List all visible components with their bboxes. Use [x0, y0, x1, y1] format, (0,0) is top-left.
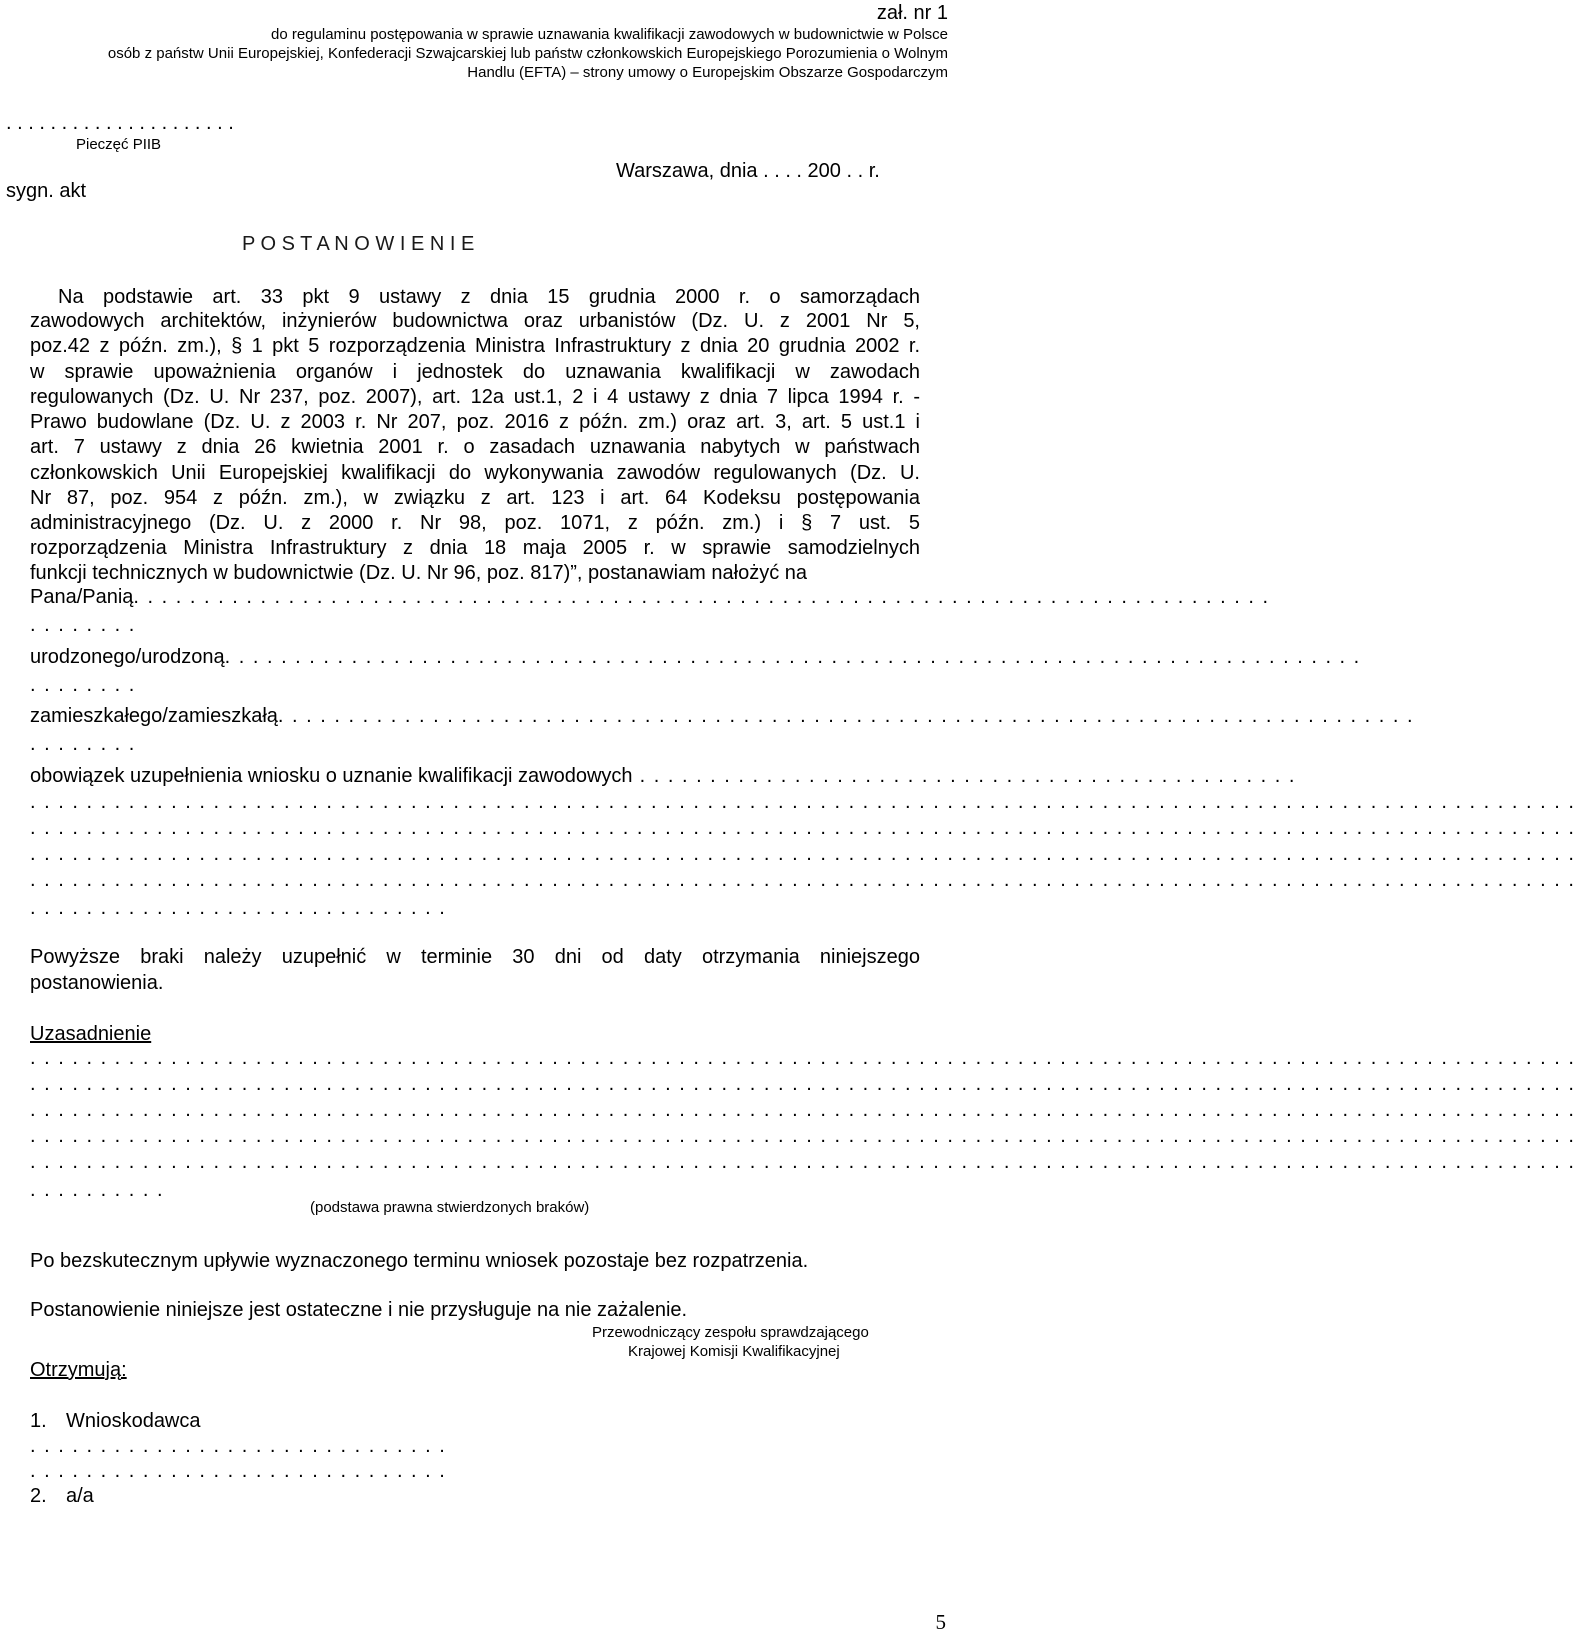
case-reference: sygn. akt: [6, 180, 87, 202]
legal-basis-line: w sprawie upoważnienia organów i jednostek do uznawania kwalifikacji w zawodach: [30, 361, 920, 383]
obligation-dots-line[interactable]: . . . . . . . . . . . . . . . . . . . . . . . . . . . . . . . . . . . . . . . . . . . . . . . . . . . . . . . . . . . . . . . . . . . . . . . . . . . . . . . . . . . . . . . . . . . . . . . . . . . . . . . . . . . . . .: [30, 791, 1575, 813]
page-number: 5: [935, 1610, 946, 1634]
addressee-field[interactable]: [30, 586, 1270, 609]
header-line-2: osób z państw Unii Europejskiej, Konfederacji Szwajcarskiej lub państw członkowskich Europejskiego Porozumienia o Wolnym: [107, 45, 948, 62]
signature-line-1: Przewodniczący zespołu sprawdzającego: [592, 1324, 869, 1341]
born-field[interactable]: [30, 646, 1361, 669]
legal-basis-line: administracyjnego (Dz. U. z 2000 r. Nr 98, poz. 1071, z późn. zm.) i § 7 ust. 5: [30, 512, 920, 534]
legal-basis-line: Na podstawie art. 33 pkt 9 ustawy z dnia 15 grudnia 2000 r. o samorządach: [58, 286, 920, 308]
obligation-dots-line[interactable]: . . . . . . . . . . . . . . . . . . . . . . . . . . . . . . . . . . . . . . . . . . . . . . . . . . . . . . . . . . . . . . . . . . . . . . . . . . . . . . . . . . . . . . . . . . . . . . . . . . . . . . . . . . . . . .: [30, 817, 1575, 839]
addressee-label: Pana/Panią: [30, 586, 134, 608]
document-title: P O S T A N O W I E N I E: [242, 233, 475, 255]
justification-dots-line[interactable]: . . . . . . . . . . . . . . . . . . . . . . . . . . . . . . . . . . . . . . . . . . . . . . . . . . . . . . . . . . . . . . . . . . . . . . . . . . . . . . . . . . . . . . . . . . . . . . . . . . . . . . . . . . . . . .: [30, 1073, 1575, 1095]
residing-continuation-dots[interactable]: . . . . . . . .: [30, 733, 136, 755]
justification-dots-short[interactable]: . . . . . . . . . .: [30, 1179, 165, 1201]
recipient-2-number: 2.: [30, 1485, 47, 1507]
residing-field[interactable]: [30, 705, 1415, 728]
legal-basis-line: członkowskich Unii Europejskiej kwalifikacji do wykonywania zawodów regulowanych (Dz. U.: [30, 462, 920, 484]
fill-dots: . . . . . . . . . . . . . . . . . . . . . . . . . . . . . . . . . . . . . . . . . . . . . . .: [632, 765, 1296, 787]
fill-dots: . . . . . . . . . . . . . . . . . . . . . . . . . . . . . . . . . . . . . . . . . . . . . . . . . . . . . . . . . . . . . . . . . . . . . . . . . . . . . . . . .: [277, 705, 1415, 727]
recipient-1-number: 1.: [30, 1410, 47, 1432]
recipient-dots[interactable]: . . . . . . . . . . . . . . . . . . . . . . . . . . . . . .: [30, 1460, 447, 1482]
header-line-3: Handlu (EFTA) – strony umowy o Europejskim Obszarze Gospodarczym: [467, 64, 948, 81]
stamp-label: Pieczęć PIIB: [76, 136, 162, 153]
finality-text: Postanowienie niniejsze jest ostateczne i nie przysługuje na nie zażalenie.: [30, 1299, 688, 1321]
recipient-dots[interactable]: . . . . . . . . . . . . . . . . . . . . . . . . . . . . . .: [30, 1435, 447, 1457]
fill-dots: . . . . . . . . . . . . . . . . . . . . . . . . . . . . . . . . . . . . . . . . . . . . . . . . . . . . . . . . . . . . . . . . . . . . . . . . . . . . . . . . .: [224, 646, 1361, 668]
legal-basis-line: Nr 87, poz. 954 z późn. zm.), w związku z art. 123 i art. 64 Kodeksu postępowania: [30, 487, 920, 509]
residing-label: zamieszkałego/zamieszkałą: [30, 705, 278, 727]
header-line-1: do regulaminu postępowania w sprawie uznawania kwalifikacji zawodowych w budownictwie w Polsce: [270, 26, 948, 43]
obligation-field[interactable]: [30, 765, 1296, 788]
signature-line-2: Krajowej Komisji Kwalifikacyjnej: [628, 1343, 840, 1360]
recipient-1-label: Wnioskodawca: [66, 1410, 201, 1432]
justification-dots-line[interactable]: . . . . . . . . . . . . . . . . . . . . . . . . . . . . . . . . . . . . . . . . . . . . . . . . . . . . . . . . . . . . . . . . . . . . . . . . . . . . . . . . . . . . . . . . . . . . . . . . . . . . . . . . . . . . . .: [30, 1125, 1575, 1147]
legal-basis-line: Prawo budowlane (Dz. U. z 2003 r. Nr 207, poz. 2016 z późn. zm.) oraz art. 3, art. 5 ust.1 i: [30, 411, 920, 433]
justification-heading: Uzasadnienie: [30, 1023, 152, 1045]
legal-basis-line: rozporządzenia Ministra Infrastruktury z dnia 18 maja 2005 r. w sprawie samodzielnych: [30, 537, 920, 559]
legal-basis-line: zawodowych architektów, inżynierów budownictwa oraz urbanistów (Dz. U. z 2001 Nr 5,: [30, 310, 920, 332]
legal-basis-line: poz.42 z późn. zm.), § 1 pkt 5 rozporządzenia Ministra Infrastruktury z dnia 20 grudnia 2002 r.: [30, 335, 920, 357]
justification-dots-line[interactable]: . . . . . . . . . . . . . . . . . . . . . . . . . . . . . . . . . . . . . . . . . . . . . . . . . . . . . . . . . . . . . . . . . . . . . . . . . . . . . . . . . . . . . . . . . . . . . . . . . . . . . . . . . . . . . .: [30, 1047, 1575, 1069]
legal-basis-line: regulowanych (Dz. U. Nr 237, poz. 2007), art. 12a ust.1, 2 i 4 ustawy z dnia 7 lipca 1994 r. -: [30, 386, 920, 408]
recipient-2-label: a/a: [66, 1485, 94, 1507]
obligation-label: obowiązek uzupełnienia wniosku o uznanie kwalifikacji zawodowych: [30, 765, 633, 787]
born-label: urodzonego/urodzoną: [30, 646, 225, 668]
legal-basis-line: funkcji technicznych w budownictwie (Dz. U. Nr 96, poz. 817)”, postanawiam nałożyć na: [30, 562, 808, 584]
addressee-continuation-dots[interactable]: . . . . . . . .: [30, 614, 136, 636]
fill-dots: . . . . . . . . . . . . . . . . . . . . . . . . . . . . . . . . . . . . . . . . . . . . . . . . . . . . . . . . . . . . . . . . . . . . . . . . . . . . . . . . .: [133, 586, 1270, 608]
justification-dots-line[interactable]: . . . . . . . . . . . . . . . . . . . . . . . . . . . . . . . . . . . . . . . . . . . . . . . . . . . . . . . . . . . . . . . . . . . . . . . . . . . . . . . . . . . . . . . . . . . . . . . . . . . . . . . . . . . . . .: [30, 1151, 1575, 1173]
recipients-heading: Otrzymują:: [30, 1359, 127, 1381]
justification-dots-line[interactable]: . . . . . . . . . . . . . . . . . . . . . . . . . . . . . . . . . . . . . . . . . . . . . . . . . . . . . . . . . . . . . . . . . . . . . . . . . . . . . . . . . . . . . . . . . . . . . . . . . . . . . . . . . . . . . .: [30, 1099, 1575, 1121]
deadline-text-end: postanowienia.: [30, 972, 164, 994]
obligation-dots-line[interactable]: . . . . . . . . . . . . . . . . . . . . . . . . . . . . . . . . . . . . . . . . . . . . . . . . . . . . . . . . . . . . . . . . . . . . . . . . . . . . . . . . . . . . . . . . . . . . . . . . . . . . . . . . . . . . . .: [30, 843, 1575, 865]
legal-basis-line: art. 7 ustawy z dnia 26 kwietnia 2001 r. o zasadach uznawania nabytych w państwach: [30, 436, 920, 458]
consequence-text: Po bezskutecznym upływie wyznaczonego terminu wniosek pozostaje bez rozpatrzenia.: [30, 1250, 809, 1272]
obligation-dots-short[interactable]: . . . . . . . . . . . . . . . . . . . . . . . . . . . . . .: [30, 897, 447, 919]
obligation-dots-line[interactable]: . . . . . . . . . . . . . . . . . . . . . . . . . . . . . . . . . . . . . . . . . . . . . . . . . . . . . . . . . . . . . . . . . . . . . . . . . . . . . . . . . . . . . . . . . . . . . . . . . . . . . . . . . . . . . .: [30, 869, 1575, 891]
stamp-dots: . . . . . . . . . . . . . . . . . . . . .: [6, 112, 234, 134]
justification-caption: (podstawa prawna stwierdzonych braków): [310, 1199, 590, 1216]
place-date: Warszawa, dnia . . . . 200 . . r.: [616, 160, 880, 182]
born-continuation-dots[interactable]: . . . . . . . .: [30, 674, 136, 696]
deadline-text: Powyższe braki należy uzupełnić w terminie 30 dni od daty otrzymania niniejszego: [30, 946, 920, 968]
attachment-number: zał. nr 1: [876, 2, 948, 24]
